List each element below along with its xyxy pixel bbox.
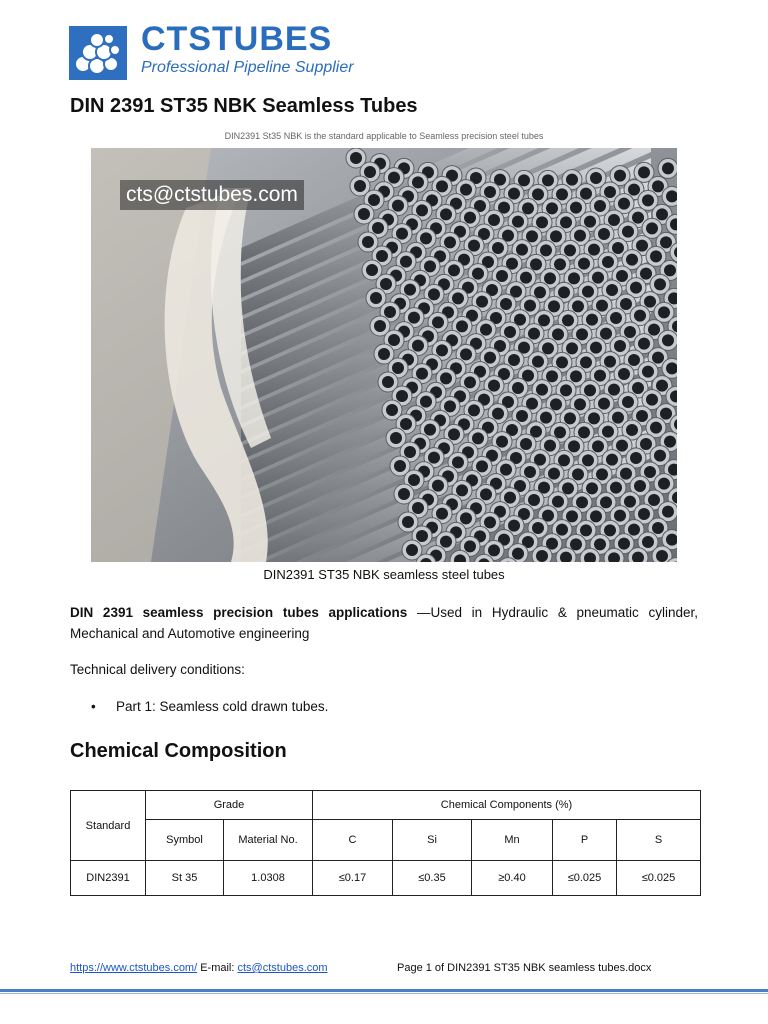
chemical-composition-table xyxy=(70,790,701,896)
logo-mark xyxy=(69,26,127,80)
delivery-heading: Technical delivery conditions: xyxy=(70,662,245,677)
page-title: DIN 2391 ST35 NBK Seamless Tubes xyxy=(70,95,418,117)
header-chemical-components: Chemical Components (%) xyxy=(313,791,701,820)
logo-name: CTSTUBES xyxy=(141,20,333,58)
email-label: E-mail: xyxy=(197,962,238,974)
header-material-no: Material No. xyxy=(224,820,313,861)
cell-material-no: 1.0308 xyxy=(224,861,313,896)
header-si: Si xyxy=(393,820,472,861)
applications-paragraph xyxy=(70,602,698,644)
table-row xyxy=(71,861,701,896)
applications-text: —Used in Hydraulic & pneumatic cylinder, Mechanical and Automotive engineering xyxy=(70,605,698,641)
cell-symbol: St 35 xyxy=(146,861,224,896)
section-title: Chemical Composition xyxy=(70,740,287,762)
page-subtitle: DIN2391 St35 NBK is the standard applicable to Seamless precision steel tubes xyxy=(224,131,544,141)
logo-tagline: Professional Pipeline Supplier xyxy=(141,59,354,76)
header-standard: Standard xyxy=(71,791,146,861)
header-c: C xyxy=(313,820,393,861)
page-number-text: Page 1 of DIN2391 ST35 NBK seamless tubes.docx xyxy=(397,962,652,974)
table-header-row xyxy=(71,791,701,820)
company-logo xyxy=(69,20,359,82)
photo-watermark: cts@ctstubes.com xyxy=(120,180,304,210)
cell-p: ≤0.025 xyxy=(553,861,617,896)
table-subheader-row xyxy=(71,820,701,861)
footer-divider-thin xyxy=(0,993,768,994)
photo-caption: DIN2391 ST35 NBK seamless steel tubes xyxy=(263,567,505,582)
bullet-icon: • xyxy=(91,699,96,714)
page-footer xyxy=(70,962,698,974)
website-link[interactable]: https://www.ctstubes.com/ xyxy=(70,962,198,974)
cell-mn: ≥0.40 xyxy=(472,861,553,896)
cell-si: ≤0.35 xyxy=(393,861,472,896)
applications-heading: DIN 2391 seamless precision tubes applications xyxy=(70,605,408,620)
header-p: P xyxy=(553,820,617,861)
header-s: S xyxy=(617,820,701,861)
cell-standard: DIN2391 xyxy=(71,861,146,896)
email-link[interactable]: cts@ctstubes.com xyxy=(237,962,328,974)
cell-s: ≤0.025 xyxy=(617,861,701,896)
cell-c: ≤0.17 xyxy=(313,861,393,896)
header-mn: Mn xyxy=(472,820,553,861)
header-grade: Grade xyxy=(146,791,313,820)
header-symbol: Symbol xyxy=(146,820,224,861)
footer-divider xyxy=(0,989,768,992)
list-item: Part 1: Seamless cold drawn tubes. xyxy=(116,699,329,714)
product-photo xyxy=(91,148,677,562)
